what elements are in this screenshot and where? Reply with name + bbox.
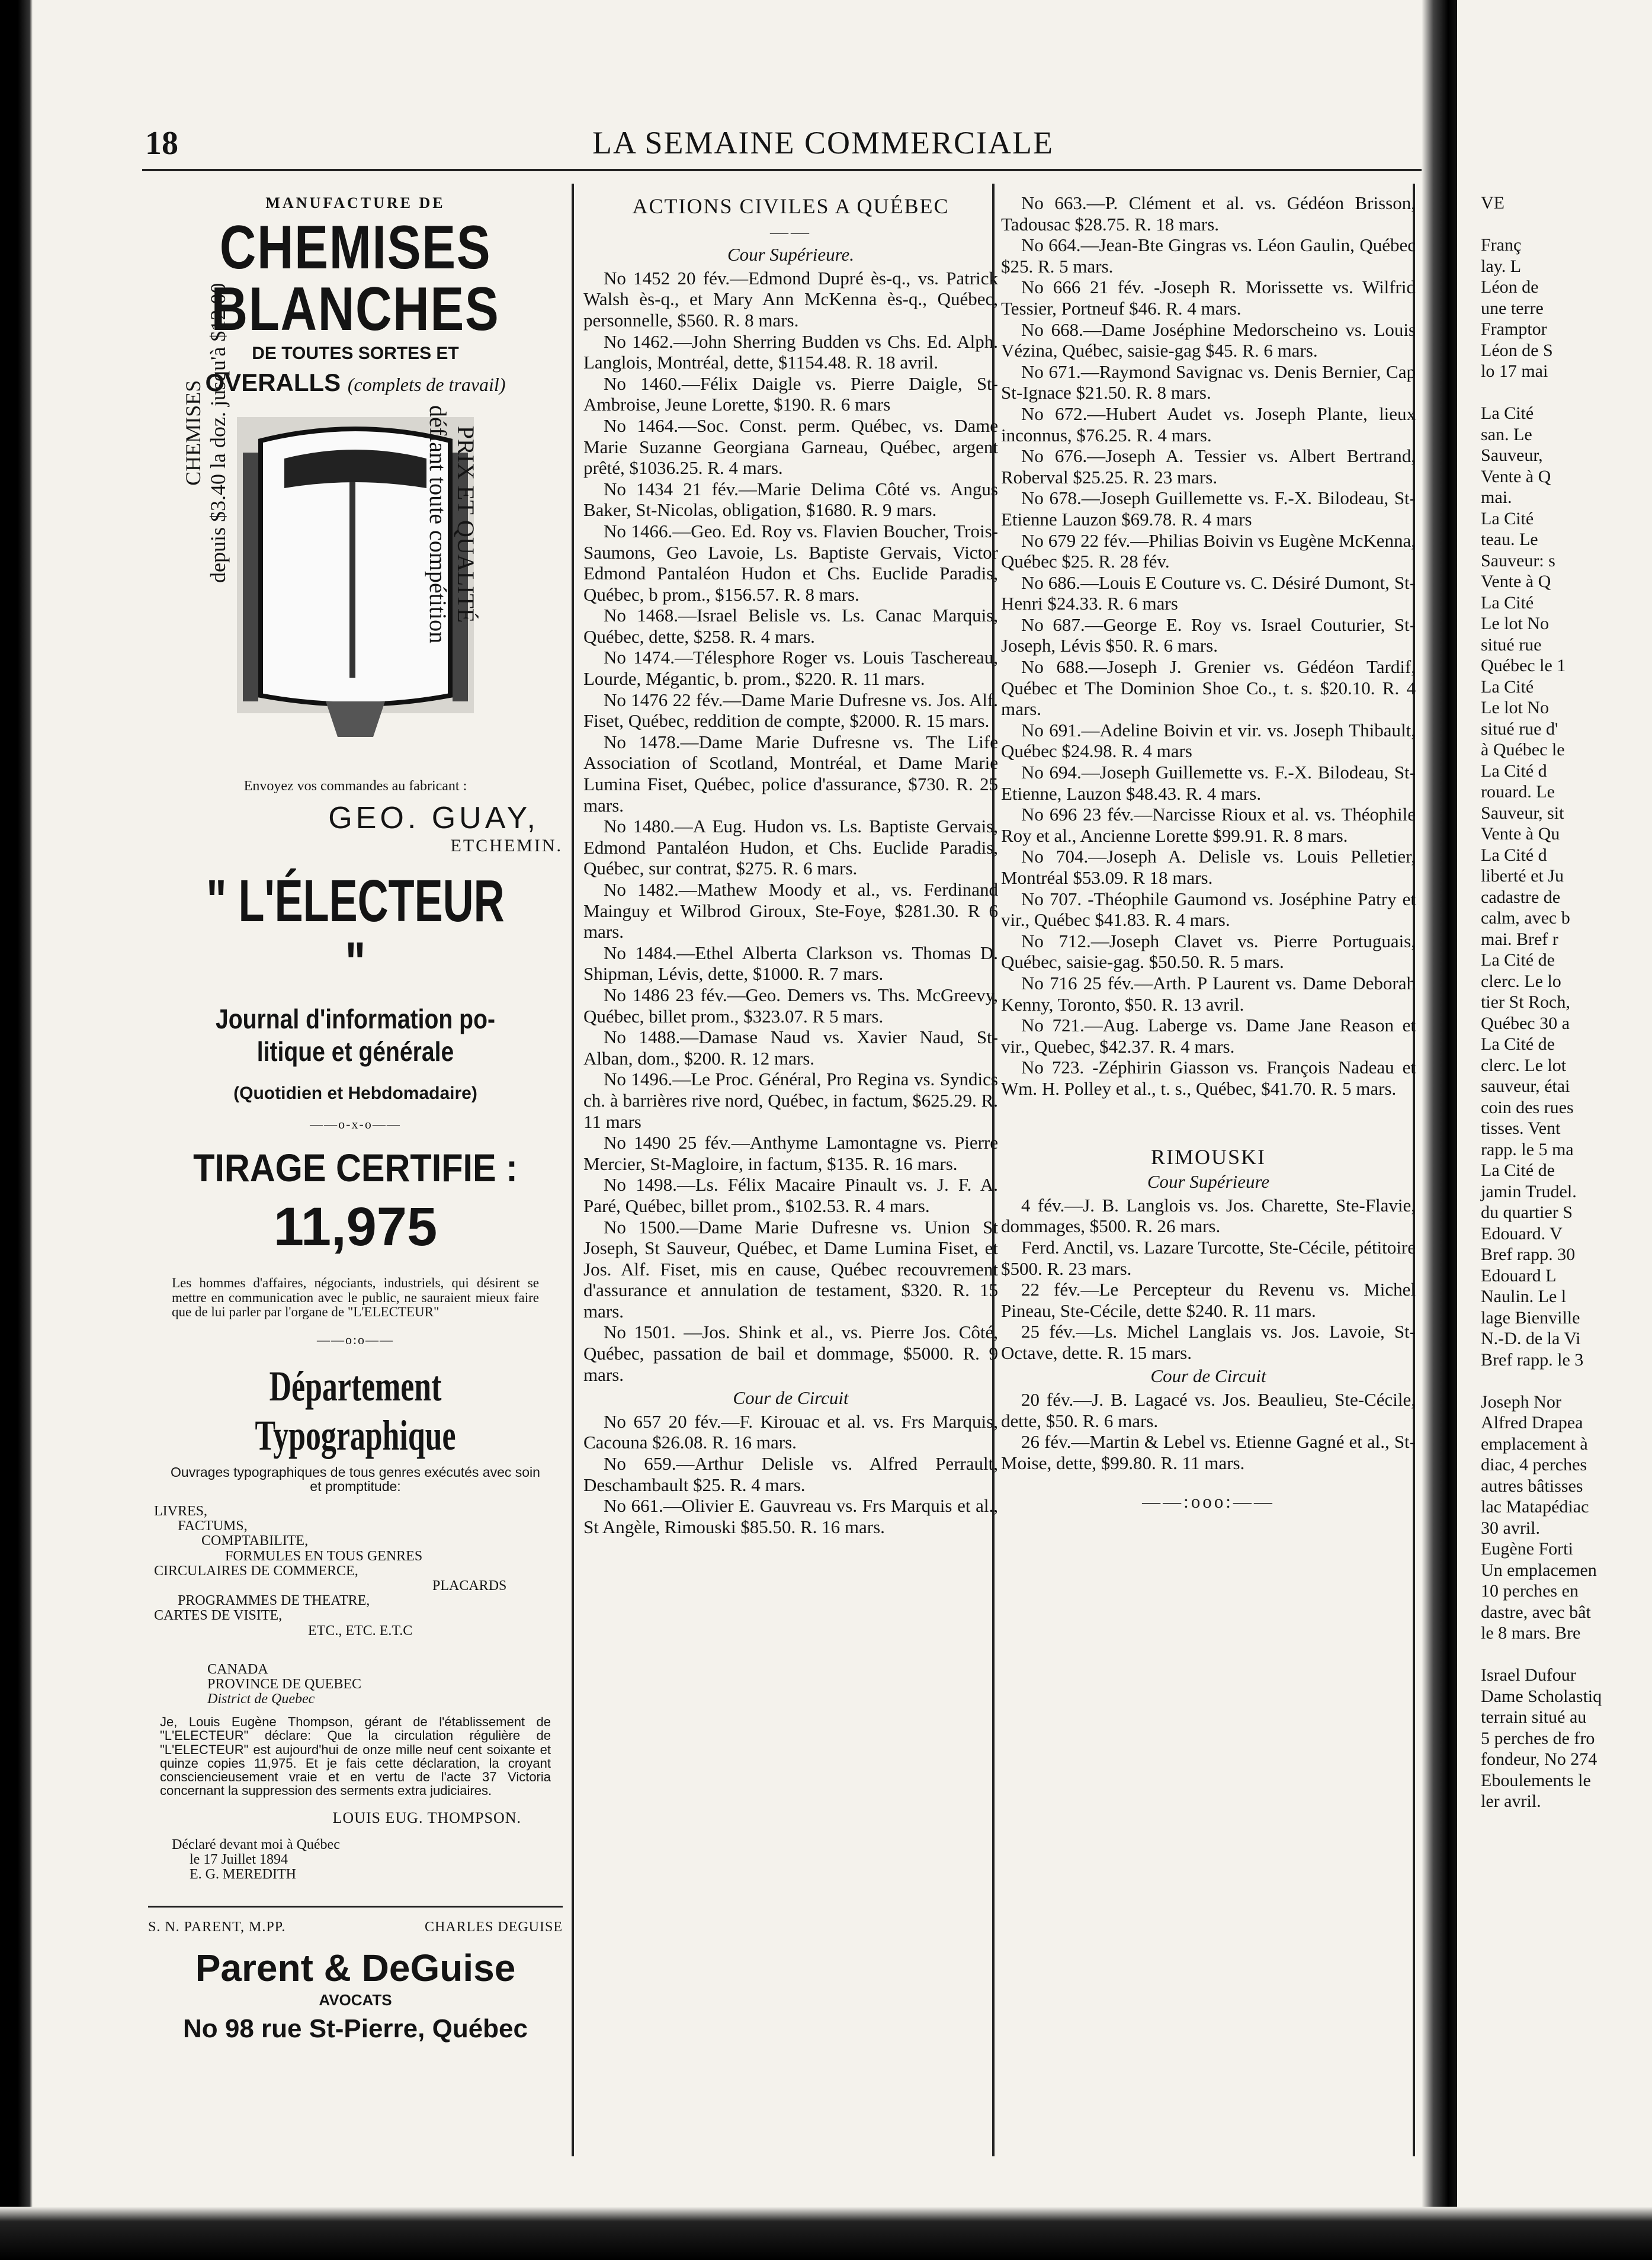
entry: No 672.—Hubert Audet vs. Joseph Plante, lieux inconnus, $76.25. R. 4 mars. [1001,403,1416,445]
fragment-line: Alfred Drapea [1481,1413,1583,1432]
fragment-line: Joseph Nor [1481,1392,1561,1412]
entry: No 1490 25 fév.—Anthyme Lamontagne vs. Pierre Mercier, St-Magloire, in factum, $135. R. 16 mars. [583,1132,998,1174]
entry: No 1464.—Soc. Const. perm. Québec, vs. Dame Marie Suzanne Georgiana Garneau, Québec, argent prêté, $1036.25. R. 4 mars. [583,415,998,479]
list-item: CARTES DE VISITE, [154,1608,283,1624]
fragment-line: diac, 4 perches [1481,1455,1587,1474]
list-item: PLACARDS [432,1578,507,1594]
fragment-line: situé rue d' [1481,719,1558,739]
fragment-line: jamin Trudel. [1481,1181,1577,1201]
fragment-line: ler avril. [1481,1791,1541,1811]
ad-headline: CHEMISES BLANCHES [211,213,500,344]
list-item: COMPTABILITE, [201,1533,309,1549]
entry: No 696 23 fév.—Narcisse Rioux et al. vs. Théophile Roy et al., Ancienne Lorette $99.91. R. 8 mars. [1001,804,1416,846]
declaration-signature: LOUIS EUG. THOMPSON. [332,1809,521,1826]
scan-edge-left [0,0,33,2260]
fragment-line [1481,382,1652,403]
fragment-line: 5 perches de fro [1481,1728,1595,1748]
fragment-line: Edouard. V [1481,1223,1563,1243]
entry: No 1496.—Le Proc. Général, Pro Regina vs. Syndics ch. à barrières rive nord, Québec, in factum, $625.29. R. 11 mars [583,1069,998,1132]
fragment-line: rouard. Le [1481,782,1555,802]
fragment-line: autres bâtisses [1481,1476,1583,1496]
list-item: CIRCULAIRES DE COMMERCE, [154,1563,358,1579]
electeur-tirage: TIRAGE CERTIFIE : [193,1146,518,1190]
declaration-attestation [148,1838,563,1883]
page-number: 18 [145,125,178,162]
fragment-line: La Cité [1481,403,1534,423]
entry: No 657 20 fév.—F. Kirouac et al. vs. Frs Marquis, Cacouna $26.08. R. 16 mars. [583,1411,998,1453]
fragment-line: fondeur, No 274 [1481,1749,1598,1769]
fragment-line: sauveur, étai [1481,1076,1570,1096]
ad-electeur [148,870,563,1348]
advertisements-column [148,184,563,2044]
fragment-line: lac Matapédiac [1481,1497,1589,1517]
entry-list [583,268,998,1385]
price-side-text [181,283,230,583]
entry: 20 fév.—J. B. Lagacé vs. Jos. Beaulieu, Ste-Cécile, dette, $50. R. 6 mars. [1001,1389,1416,1431]
attest-line: Déclaré devant moi à Québec [172,1836,340,1852]
fragment-line: La Cité de [1481,950,1555,970]
ad-orders-note: Envoyez vos commandes au fabricant : [243,778,467,794]
entry: No 1480.—A Eug. Hudon vs. Ls. Baptiste Gervais, Edmond Pantaléon Hudon, et Chs. Euclide Paradis, Québec, sur contrat, $275. R. 6 mars. [583,816,998,879]
end-mark: ——:ooo:—— [1142,1491,1275,1512]
column-actions-quebec [583,193,998,1537]
side-text-prices: depuis $3.40 la doz. jusqu'à $12.00 [206,283,230,583]
fragment-line: 30 avril. [1481,1518,1540,1538]
ad-declaration [148,1662,563,1883]
lawyer-names [148,1919,563,1935]
fragment-line: Le lot No [1481,614,1549,633]
fragment-line: Bref rapp. 30 [1481,1245,1576,1264]
fragment-line: coin des rues [1481,1097,1574,1117]
fragment-line: clerc. Le lot [1481,1055,1567,1075]
fragment-line [1481,1370,1652,1392]
fragment-line: rapp. le 5 ma [1481,1139,1574,1159]
entry: 26 fév.—Martin & Lebel vs. Etienne Gagné et al., St-Moise, dette, $99.80. R. 11 mars. [1001,1431,1416,1473]
court-heading: Cour de Circuit [733,1387,849,1409]
fragment-line: La Cité d [1481,761,1547,781]
fragment-line: N.-D. de la Vi [1481,1329,1581,1348]
entry: No 686.—Louis E Couture vs. C. Désiré Dumont, St-Henri $24.33. R. 6 mars [1001,572,1416,614]
entry: Ferd. Anctil, vs. Lazare Turcotte, Ste-Cécile, pétitoire $500. R. 23 mars. [1001,1236,1416,1279]
fragment-line: dastre, avec bât [1481,1602,1591,1622]
firm-address: No 98 rue St-Pierre, Québec [183,2014,528,2044]
fragment-line: Sauveur: s [1481,550,1555,570]
entry: No 704.—Joseph A. Delisle vs. Louis Pelletier, Montréal $53.09. R 18 mars. [1001,846,1416,888]
firm-name: Parent & DeGuise [195,1947,516,1990]
entry: No 1486 23 fév.—Geo. Demers vs. Ths. McGreevy, Québec, billet prom., $323.07. R 5 mars. [583,984,998,1027]
electeur-note: Les hommes d'affaires, négociants, industriels, qui désirent se mettre en communication avec le public, ne sauraient mieux faire que de lui parler par l'organe de "L'ELECTEUR" [172,1275,539,1319]
entry: No 679 22 fév.—Philias Boivin vs Eugène McKenna, Québec $25. R. 28 fév. [1001,530,1416,572]
entry: No 1488.—Damase Naud vs. Xavier Naud, St-Alban, dom., $200. R. 12 mars. [583,1027,998,1069]
entry-list [1001,193,1416,1099]
fragment-line: lay. L [1481,256,1522,276]
entry: No 723. -Zéphirin Giasson vs. François Nadeau et Wm. H. Polley et al., t. s., Québec, $41.70. R. 5 mars. [1001,1057,1416,1099]
side-text-chemises: CHEMISES [181,380,205,486]
entry: 4 fév.—J. B. Langlois vs. Jos. Charette, Ste-Flavie, dommages, $500. R. 26 mars. [1001,1194,1416,1237]
ad-place: ETCHEMIN. [450,836,563,855]
entry: No 668.—Dame Joséphine Medorscheino vs. Louis Vézina, Québec, saisie-gag $45. R. 6 mars. [1001,319,1416,361]
entry: No 1484.—Ethel Alberta Clarkson vs. Thomas D. Shipman, Lévis, dette, $1000. R. 7 mars. [583,942,998,985]
side-text-quality: PRIX ET QUALITÉ [453,425,479,623]
scan-edge-right [1422,0,1457,2260]
fragment-line: Edouard L [1481,1265,1557,1286]
fragment-line: Sauveur, sit [1481,803,1564,823]
court-heading: Cour Supérieure [1147,1171,1270,1192]
fragment-line: Léon de [1481,277,1539,297]
electeur-title: " L'ÉLECTEUR " [206,868,505,996]
fragment-line: Québec 30 a [1481,1013,1570,1033]
ornament: ——o-x-o—— [310,1117,401,1132]
fragment-line: Eboulements le [1481,1770,1591,1790]
entry: No 691.—Adeline Boivin et vir. vs. Joseph Thibault, Québec $24.98. R. 4 mars [1001,719,1416,762]
entry-list [1001,1389,1416,1473]
entry: No 1474.—Télesphore Roger vs. Louis Taschereau, Lourde, Mégantic, b. prom., $220. R. 11 mars. [583,647,998,690]
list-item: FORMULES EN TOUS GENRES [225,1548,423,1564]
entry: No 1452 20 fév.—Edmond Dupré ès-q., vs. Patrick Walsh ès-q., et Mary Ann McKenna ès-q., Québec, personnelle, $560. R. 8 mars. [583,267,998,331]
entry: No 707. -Théophile Gaumond vs. Joséphine Patry et vir., Québec $41.83. R. 4 mars. [1001,888,1416,931]
fragment-line [1481,214,1652,235]
decl-district: District de Quebec [207,1691,315,1707]
fragment-line: teau. Le [1481,530,1538,549]
fragment-line: le 8 mars. Bre [1481,1623,1581,1643]
list-item: FACTUMS, [178,1518,248,1534]
entry: No 1500.—Dame Marie Dufresne vs. Union St Joseph, St Sauveur, Québec, et Dame Lumina Fiset, et Jos. Alf. Fiset, mis en cause, Québec recouvrement d'assurance et annulation de testament, $320. R. 15 mars. [583,1216,998,1322]
fragment-line: liberté et Ju [1481,866,1564,886]
fragment-line: La Cité de [1481,1034,1555,1054]
entry: No 1460.—Félix Daigle vs. Pierre Daigle, St-Ambroise, Jeune Lorette, $190. R. 6 mars [583,373,998,415]
fragment-line: Framptor [1481,319,1547,339]
entry: No 659.—Arthur Delisle vs. Alfred Perrault, Deschambault $25. R. 4 mars. [583,1453,998,1495]
fragment-line: mai. Bref r [1481,929,1558,949]
fragment-line: cadastre de [1481,887,1561,907]
fragment-line: Le lot No [1481,698,1549,717]
quality-side-text [424,405,480,643]
fragment-line: du quartier S [1481,1203,1573,1222]
section-heading: ACTIONS CIVILES A QUÉBEC [632,194,950,218]
entry: No 663.—P. Clément et al. vs. Gédéon Brisson, Tadousac $28.75. R. 18 mars. [1001,193,1416,235]
fragment-line: tier St Roch, [1481,992,1570,1012]
firm-role: AVOCATS [319,1991,392,2009]
electeur-subtitle-1: Journal d'information po- [216,1004,495,1034]
fragment-line: La Cité [1481,508,1534,528]
entry: No 1462.—John Sherring Budden vs Chs. Ed. Alph. Langlois, Montréal, dette, $1154.48. R. 18 avril. [583,331,998,373]
typo-title: Département Typographique [255,1362,456,1459]
entry: No 1478.—Dame Marie Dufresne vs. The Life Association of Scotland, Montréal, et Dame Marie Lumina Fiset, Québec, police d'assurance, $730. R. 25 mars. [583,731,998,816]
entry: No 694.—Joseph Guillemette vs. F.-X. Bilodeau, St-Etienne, Lauzon $48.43. R. 4 mars. [1001,762,1416,804]
fragment-line: Vente à Qu [1481,824,1560,844]
list-item: PROGRAMMES DE THEATRE, [178,1593,370,1609]
fragment-line: Bref rapp. le 3 [1481,1349,1584,1370]
fragment-line: clerc. Le lo [1481,971,1561,991]
ad-subheading: DE TOUTES SORTES ET [252,344,459,363]
entry: No 676.—Joseph A. Tessier vs. Albert Bertrand, Roberval $25.25. R. 23 mars. [1001,445,1416,488]
attest-name: E. G. MEREDITH [190,1867,296,1883]
entry: 22 fév.—Le Percepteur du Revenu vs. Michel Pineau, Ste-Cécile, dette $240. R. 11 mars. [1001,1279,1416,1321]
entry: No 678.—Joseph Guillemette vs. F.-X. Bilodeau, St-Etienne Lauzon $69.78. R. 4 mars [1001,488,1416,530]
ad-kicker: MANUFACTURE DE [265,194,445,211]
entry: No 721.—Aug. Laberge vs. Dame Jane Reason et vir., Quebec, $42.37. R. 4 mars. [1001,1015,1416,1057]
running-title: LA SEMAINE COMMERCIALE [592,125,1054,161]
decl-province: PROVINCE DE QUEBEC [207,1676,362,1692]
fragment-line: La Cité de [1481,1161,1555,1180]
fragment-line: situé rue [1481,634,1542,655]
fragment-line: Naulin. Le l [1481,1287,1567,1306]
decl-country: CANADA [207,1661,268,1677]
entry: No 1468.—Israel Belisle vs. Ls. Canac Marquis, Québec, dette, $258. R. 4 mars. [583,605,998,647]
court-heading: Cour de Circuit [1150,1365,1266,1387]
ad-typographique [148,1362,563,1639]
overalls-label: OVERALLS [205,368,341,396]
fragment-line: mai. [1481,488,1512,507]
entry-list [1001,1195,1416,1364]
fragment-line: VE [1481,193,1505,213]
entry: No 1466.—Geo. Ed. Roy vs. Flavien Boucher, Trois-Saumons, Geo Lavoie, Ls. Baptiste Gervais, Victor Edmond Pantaléon Hudon et Chs. Euclide Paradis, Québec, b prom., $156.57. R. 8 mars. [583,520,998,605]
fragment-line: à Québec le [1481,740,1565,759]
section-heading: RIMOUSKI [1150,1145,1266,1169]
fragment-line: emplacement à [1481,1434,1588,1454]
entry-list [583,1411,998,1538]
fragment-line: Un emplacemen [1481,1560,1597,1580]
column-cut-off [1481,193,1652,1812]
electeur-count: 11,975 [273,1197,438,1258]
declaration-header [148,1662,563,1707]
entry: No 666 21 fév. -Joseph R. Morissette vs. Wilfrid Tessier, Portneuf $46. R. 4 mars. [1001,277,1416,319]
fragment-line: 10 perches en [1481,1581,1579,1601]
fragment-line: La Cité d [1481,845,1547,865]
ornament: ——o:o—— [316,1332,394,1347]
list-item: ETC., ETC. E.T.C [308,1623,413,1639]
entry: No 664.—Jean-Bte Gingras vs. Léon Gaulin, Québec $25. R. 5 mars. [1001,235,1416,277]
fragment-line: Israel Dufour [1481,1665,1576,1685]
fragment-line: La Cité [1481,677,1534,697]
fragment-line: Sauveur, [1481,445,1543,465]
entry: 25 fév.—Ls. Michel Langlais vs. Jos. Lavoie, St-Octave, dette. R. 15 mars. [1001,1321,1416,1363]
court-heading: Cour Supérieure. [727,244,855,265]
typo-subtitle: Ouvrages typographiques de tous genres exécutés avec soin et promptitude: [171,1464,540,1494]
fragment-line: Dame Scholastiq [1481,1686,1602,1706]
scan-edge-bottom [0,2207,1652,2260]
entry: No 712.—Joseph Clavet vs. Pierre Portuguais, Québec, saisie-gag. $50.50. R. 5 mars. [1001,930,1416,973]
ad-maker: GEO. GUAY, [328,801,539,835]
fragment-line: une terre [1481,298,1544,318]
entry: No 661.—Olivier E. Gauvreau vs. Frs Marquis et al., St Angèle, Rimouski $85.50. R. 16 mars. [583,1495,998,1537]
entry: No 688.—Joseph J. Grenier vs. Gédéon Tardif, Québec et The Dominion Shoe Co., t. s. $20.10. R. 4 mars. [1001,656,1416,720]
fragment-line: Québec le 1 [1481,656,1566,675]
ad-chemises [148,194,563,856]
ad-lawyers [148,1906,563,2044]
entry: No 1501. —Jos. Shink et al., vs. Pierre Jos. Côté, Québec, passation de bail et dommage, $5000. R. 9 mars. [583,1322,998,1385]
fragment-line: lo 17 mai [1481,361,1548,381]
entry: No 1498.—Ls. Félix Macaire Pinault vs. J. F. A. Paré, Québec, billet prom., $102.53. R. 4 mars. [583,1174,998,1216]
fragment-line: Vente à Q [1481,572,1551,591]
fragment-line: Franç [1481,235,1522,255]
entry: No 1476 22 fév.—Dame Marie Dufresne vs. Jos. Alf. Fiset, Québec, reddition de compte, $2000. R. 15 mars. [583,689,998,732]
typo-list [148,1504,563,1639]
fragment-line: Léon de S [1481,340,1553,360]
list-item: LIVRES, [154,1504,207,1520]
fragment-line [1481,1644,1652,1665]
lawyer-right: CHARLES DEGUISE [424,1919,563,1935]
entry: No 671.—Raymond Savignac vs. Denis Bernier, Cap St-Ignace $21.50. R. 8 mars. [1001,361,1416,403]
entry: No 687.—George E. Roy vs. Israel Couturier, St-Joseph, Lévis $50. R. 6 mars. [1001,614,1416,656]
declaration-text: Je, Louis Eugène Thompson, gérant de l'établissement de "L'ELECTEUR" déclare: Que la circulation régulière de "L'ELECTEUR" est aujourd'hui de onze mille neuf cent soixante et quinze copies 11,975. Et je fais cette déclaration, la croyant consciencieusement vraie et en vertu de l'acte 37 Victoria concernant la suppression des serments extra judiciaires. [160,1714,551,1798]
fragment-line: lage Bienville [1481,1307,1580,1328]
overalls-note: (complets de travail) [347,374,506,395]
fragment-line: Vente à Q [1481,466,1551,486]
fragment-line: calm, avec b [1481,908,1570,928]
lawyer-left: S. N. PARENT, M.PP. [148,1919,286,1935]
fragment-line: tisses. Vent [1481,1118,1561,1138]
column-continued [1001,193,1416,1512]
electeur-frequency: (Quotidien et Hebdomadaire) [233,1083,477,1104]
entry: No 1434 21 fév.—Marie Delima Côté vs. Angus Baker, St-Nicolas, obligation, $1680. R. 9 mars. [583,478,998,521]
fragment-line: terrain situé au [1481,1707,1587,1727]
fragment-line: san. Le [1481,424,1532,444]
divider: —— [770,220,811,242]
electeur-subtitle-2: litique et générale [256,1036,454,1068]
column-rule-1 [572,184,574,2156]
fragment-line: La Cité [1481,592,1534,613]
entry: No 1482.—Mathew Moody et al., vs. Ferdinand Mainguy et Wilbrod Giroux, Ste-Foye, $281.30. R 6 mars. [583,879,998,943]
entry: No 716 25 fév.—Arth. P Laurent vs. Dame Deborah Kenny, Toronto, $50. R. 13 avril. [1001,972,1416,1015]
attest-date: le 17 Juillet 1894 [190,1852,288,1868]
side-text-competition: défiant toute compétition [425,405,451,644]
header-rule [142,169,1422,171]
fragment-line: Eugène Forti [1481,1539,1573,1559]
